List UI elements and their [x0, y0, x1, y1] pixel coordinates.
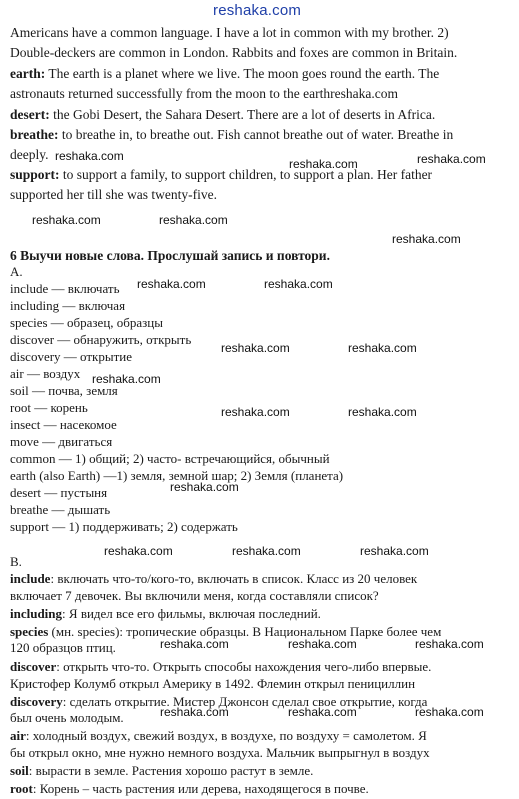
watermark: reshaka.com [221, 341, 290, 355]
definition-line: бы открыл окно, мне нужно немного воздуха. Мальчик выпрыгнул в воздух [10, 745, 430, 760]
term: soil [10, 763, 29, 778]
watermark: reshaka.com [417, 152, 486, 166]
watermark: reshaka.com [92, 372, 161, 386]
vocab-item: earth (also Earth) —1) земля, земной шар; 2) Земля (планета) [10, 468, 344, 483]
text-line: astronauts returned successfully from the moon to the earthreshaka.com [10, 86, 398, 101]
watermark: reshaka.com [160, 637, 229, 651]
definition-line: including: Я видел все его фильмы, включая последний. [10, 606, 321, 621]
watermark: reshaka.com [159, 213, 228, 227]
watermark: reshaka.com [221, 405, 290, 419]
text-line: supported her till she was twenty-five. [10, 187, 217, 202]
watermark: reshaka.com [360, 544, 429, 558]
watermark: reshaka.com [288, 637, 357, 651]
watermark: reshaka.com [415, 637, 484, 651]
vocab-item: species — образец, образцы [10, 315, 163, 330]
definition-line: discovery: сделать открытие. Мистер Джонсон сделал свое открытие, когда [10, 694, 428, 709]
vocab-item: discovery — открытие [10, 349, 133, 364]
site-watermark-header: reshaka.com [213, 2, 302, 19]
definition-line: root: Корень – часть растения или дерева, находящегося в почве. [10, 781, 369, 796]
definition-line: soil: вырасти в земле. Растения хорошо растут в земле. [10, 763, 314, 778]
definition-line: 120 образцов птиц. [10, 640, 116, 655]
definition-line: species (мн. species): тропические образцы. В Национальном Парке более чем [10, 624, 442, 639]
term: breathe: [10, 127, 59, 142]
watermark: reshaka.com [32, 213, 101, 227]
definition-line: Кристофер Колумб открыл Америку в 1492. Флемин открыл пенициллин [10, 676, 416, 691]
section-a-label: A. [10, 264, 23, 279]
vocab-item: include — включать [10, 281, 120, 296]
text-line: earth: The earth is a planet where we live. The moon goes round the earth. The [10, 66, 440, 81]
watermark: reshaka.com [264, 277, 333, 291]
vocab-item: discover — обнаружить, открыть [10, 332, 192, 347]
definition-line: был очень молодым. [10, 710, 124, 725]
term: support: [10, 167, 60, 182]
vocab-item: support — 1) поддерживать; 2) содержать [10, 519, 238, 534]
watermark: reshaka.com [170, 480, 239, 494]
term: earth: [10, 66, 46, 81]
definition-line: discover: открыть что-то. Открыть способы нахождения чего-либо впервые. [10, 659, 432, 674]
exercise-heading: 6 Выучи новые слова. Прослушай запись и повтори. [10, 248, 330, 263]
watermark: reshaka.com [104, 544, 173, 558]
watermark: reshaka.com [288, 705, 357, 719]
definition-line: включает 7 девочек. Вы включили меня, когда составляли список? [10, 588, 379, 603]
vocab-item: insect — насекомое [10, 417, 117, 432]
vocab-item: including — включая [10, 298, 126, 313]
watermark: reshaka.com [348, 405, 417, 419]
text-line: deeply. [10, 147, 49, 162]
term: include [10, 571, 51, 586]
vocab-item: breathe — дышать [10, 502, 111, 517]
vocab-item: move — двигаться [10, 434, 113, 449]
vocab-item: root — корень [10, 400, 88, 415]
vocab-item: soil — почва, земля [10, 383, 118, 398]
watermark: reshaka.com [392, 232, 461, 246]
watermark: reshaka.com [348, 341, 417, 355]
term: root [10, 781, 33, 796]
term: discover [10, 659, 57, 674]
watermark: reshaka.com [160, 705, 229, 719]
watermark: reshaka.com [289, 157, 358, 171]
text-line: Double-deckers are common in London. Rabbits and foxes are common in Britain. [10, 45, 458, 60]
text-line: desert: the Gobi Desert, the Sahara Desert. There are a lot of deserts in Africa. [10, 107, 436, 122]
vocab-item: desert — пустыня [10, 485, 108, 500]
watermark: reshaka.com [55, 149, 124, 163]
vocab-item: air — воздух [10, 366, 81, 381]
term: discovery [10, 694, 63, 709]
definition-line: air: холодный воздух, свежий воздух, в воздухе, по воздуху = самолетом. Я [10, 728, 427, 743]
watermark: reshaka.com [232, 544, 301, 558]
text-line: Americans have a common language. I have a lot in common with my brother. 2) [10, 25, 449, 40]
section-b-label: B. [10, 554, 22, 569]
term: including [10, 606, 63, 621]
vocab-item: common — 1) общий; 2) часто- встречающийся, обычный [10, 451, 330, 466]
term: species [10, 624, 49, 639]
definition-line: include: включать что-то/кого-то, включать в список. Класс из 20 человек [10, 571, 418, 586]
watermark: reshaka.com [137, 277, 206, 291]
watermark: reshaka.com [415, 705, 484, 719]
text-line: breathe: to breathe in, to breathe out. Fish cannot breathe out of water. Breathe in [10, 127, 454, 142]
term: air [10, 728, 26, 743]
term: desert: [10, 107, 50, 122]
text-line: support: to support a family, to support children, to support a plan. Her father [10, 167, 433, 182]
